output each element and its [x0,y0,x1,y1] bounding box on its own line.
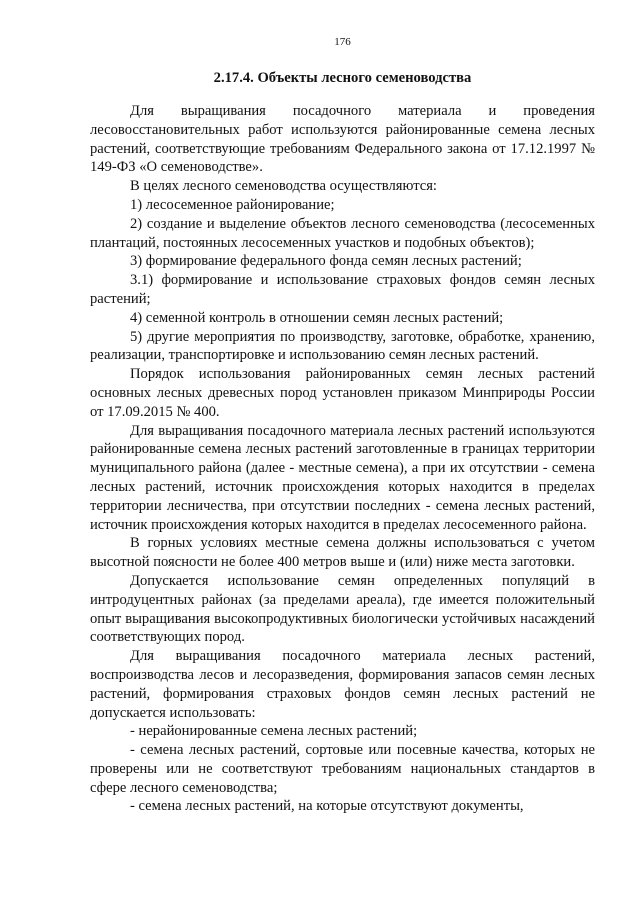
document-page [90,0,595,905]
list-item: 3) формирование федерального фонда семян лесных растений; [130,253,522,270]
paragraph: В горных условиях местные семена должны использоваться с учетом высотной поясности не более 400 метров выше и (или) ниже места заготовки. [90,535,595,571]
paragraph: Для выращивания посадочного материала лесных растений, воспроизводства лесов и лесоразведения, формирования запасов семян лесных растений, формирования страховых фондов семян лесных растений не допускается использовать: [90,648,595,721]
paragraph: Порядок использования районированных семян лесных растений основных лесных древесных пород установлен приказом Минприроды России от 17.09.2015 № 400. [90,366,595,420]
paragraph: В целях лесного семеноводства осуществляются: [130,178,437,195]
document-body [90,102,595,816]
list-item: - семена лесных растений, сортовые или посевные качества, которых не проверены или не соответствуют требованиям национальных стандартов в сфере лесного семеноводства; [90,742,595,796]
paragraph: Для выращивания посадочного материала лесных растений используются районированные семена лесных растений заготовленные в границах территории муниципального района (далее - местные семена), а при их отсутствии - семена лесных растений, источник происхождения которых находится в пределах территории лесничества, при отсутствии последних - семена лесных растений, источник происхождения которых находится в пределах лесосеменного района. [90,422,595,533]
paragraph: Для выращивания посадочного материала и проведения лесовосстановительных работ используются районированные семена лесных растений, соответствующие требованиям Федерального закона от 17.12.1997 № 149-ФЗ «О семеноводстве». [90,103,595,176]
paragraph: Допускается использование семян определенных популяций в интродуцентных районах (за пределами ареала), где имеется положительный опыт выращивания высокопродуктивных биологически устойчивых насаждений соответствующих пород. [90,572,595,646]
list-item: 4) семенной контроль в отношении семян лесных растений; [130,309,504,326]
page-number: 176 [334,36,351,48]
section-title: 2.17.4. Объекты лесного семеноводства [213,70,472,86]
list-item: 1) лесосеменное районирование; [130,196,335,213]
list-item: - нерайонированные семена лесных растений; [130,723,418,740]
list-item: 5) другие мероприятия по производству, заготовке, обработке, хранению, реализации, транспортировке и использованию семян лесных растений. [90,328,595,364]
list-item: 3.1) формирование и использование страховых фондов семян лесных растений; [90,272,595,307]
list-item: - семена лесных растений, на которые отсутствуют документы, [130,798,524,815]
list-item: 2) создание и выделение объектов лесного семеноводства (лесосеменных плантаций, постоянных лесосеменных участков и подобных объектов); [90,215,595,251]
